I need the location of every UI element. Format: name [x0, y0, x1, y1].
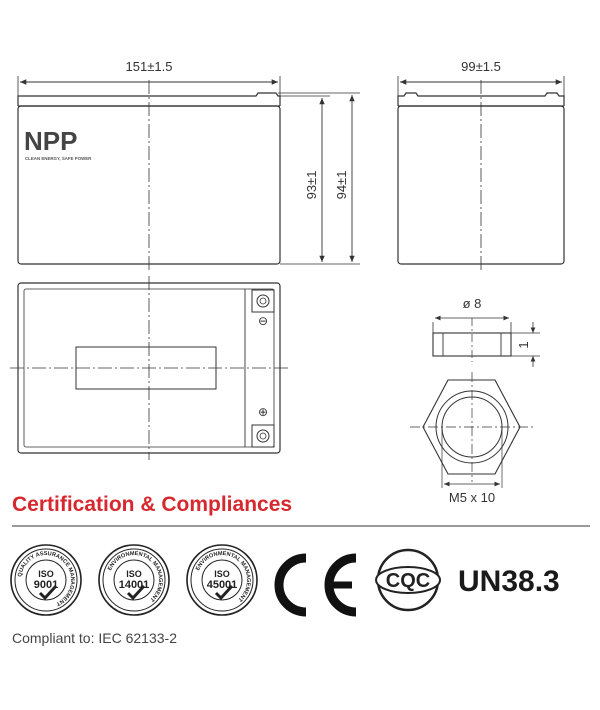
- positive-symbol: ⊕: [257, 405, 269, 419]
- iso-9001-seal-icon: [11, 545, 81, 615]
- iso-9001-number: 9001: [33, 579, 59, 591]
- terminal-height-label: 1: [516, 341, 531, 349]
- side-view: [398, 76, 564, 272]
- iso-14001-seal-icon: [99, 545, 169, 615]
- negative-symbol: ⊖: [257, 314, 269, 328]
- iso-14001-number: 14001: [118, 579, 150, 591]
- iso-14001-iso: ISO: [126, 569, 142, 579]
- certification-badges: [8, 540, 593, 620]
- iso-14001-ring-text: ENVIRONMENTAL MANAGEMENT: [107, 550, 164, 603]
- iso-45001-seal-icon: [187, 545, 257, 615]
- iso-9001-iso: ISO: [38, 569, 54, 579]
- npp-logo: NPP: [24, 126, 78, 156]
- iso-45001-iso: ISO: [214, 569, 230, 579]
- height-dimension-outer-label: 94±1: [334, 170, 349, 200]
- section-divider: [12, 525, 590, 527]
- side-width-dimension-label: 99±1.5: [461, 59, 501, 74]
- ce-mark-icon: [279, 558, 356, 612]
- terminal-diameter-label: ø 8: [462, 296, 482, 311]
- npp-tagline: CLEAN ENERGY, SAFE POWER: [25, 156, 92, 161]
- terminal-thread-label: M5 x 10: [448, 490, 496, 505]
- width-dimension-label: 151±1.5: [125, 59, 173, 74]
- height-dimension-inner-label: 93±1: [304, 170, 319, 200]
- iso-45001-ring-text: ENVIRONMENTAL MANAGEMENT: [195, 550, 252, 603]
- iso-45001-number: 45001: [206, 579, 238, 591]
- un383-text: UN38.3: [458, 565, 560, 598]
- cqc-mark-icon: [376, 550, 440, 610]
- top-view: [10, 276, 290, 460]
- iso-9001-ring-text: QUALITY ASSURANCE MANAGEMENT: [17, 550, 76, 607]
- compliant-text: Compliant to: IEC 62133-2: [12, 630, 177, 646]
- cqc-text: CQC: [385, 570, 431, 592]
- certification-title: Certification & Compliances: [12, 493, 293, 516]
